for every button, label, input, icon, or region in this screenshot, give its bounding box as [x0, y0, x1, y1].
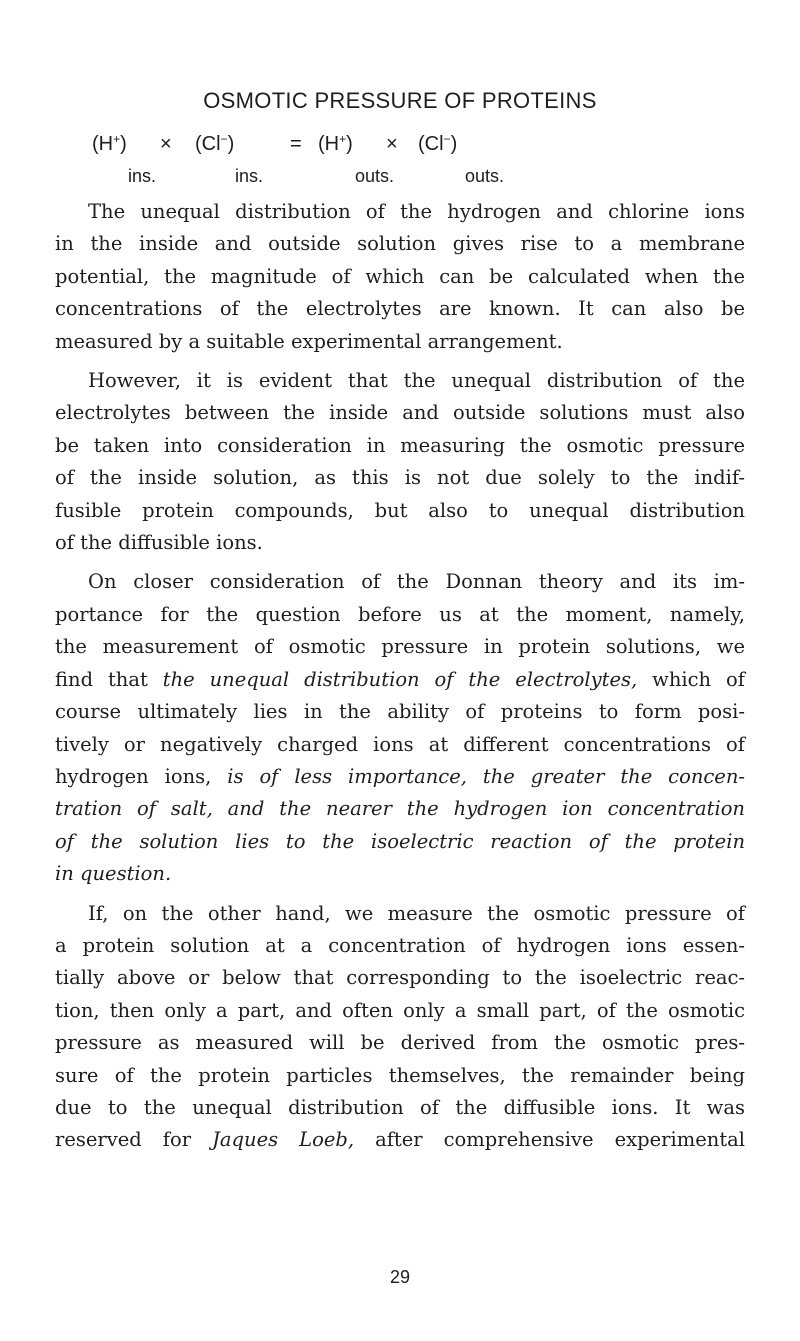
text-run: hydrogen ions, — [55, 764, 228, 788]
running-header: OSMOTIC PRESSURE OF PROTEINS — [203, 88, 597, 113]
text-line: potential, the magnitude of which can be calculated when the — [55, 264, 745, 288]
eq-cl-close: ) — [227, 133, 235, 155]
body-text — [55, 196, 745, 1164]
equation-term-cl-inside — [195, 133, 234, 156]
text-line: The unequal distribution of the hydrogen and chlorine ions — [88, 200, 745, 223]
text-line: due to the unequal distribution of the diffusible ions. It was — [55, 1095, 745, 1119]
text-line: fusible protein compounds, but also to unequal distribution — [55, 498, 745, 522]
eq-h2-base: (H — [318, 133, 340, 155]
equation-times-2: × — [386, 133, 398, 155]
eq-cl-sup: − — [220, 132, 228, 146]
paragraph-4 — [55, 898, 745, 1157]
text-line: pressure as measured will be derived from the osmotic pres- — [55, 1031, 745, 1055]
text-line: course ultimately lies in the ability of proteins to form posi- — [55, 700, 745, 724]
page-number: 29 — [389, 1267, 411, 1287]
text-line: in question. — [55, 862, 172, 886]
text-line — [55, 761, 745, 793]
text-run: after comprehensive experimental — [354, 1128, 746, 1152]
equation-subscript-outs-1: outs. — [355, 166, 395, 186]
text-run: reserved for — [55, 1128, 213, 1152]
text-line: electrolytes between the inside and outside solutions must also — [55, 401, 745, 425]
text-line: However, it is evident that the unequal distribution of the — [88, 369, 745, 393]
eq-h-base: (H — [92, 133, 114, 155]
text-line: of the inside solution, as this is not due solely to the indif- — [55, 466, 745, 490]
text-line: tively or negatively charged ions at different concentrations of — [55, 732, 745, 756]
text-line: a protein solution at a concentration of hydrogen ions essen- — [55, 933, 745, 957]
paragraph-1 — [55, 196, 745, 358]
equation-term-cl-outside — [418, 133, 457, 156]
text-line: On closer consideration of the Donnan theory and its im- — [88, 570, 745, 594]
eq-cl2-sup: − — [443, 132, 451, 146]
text-line: If, on the other hand, we measure the osmotic pressure of — [88, 901, 745, 925]
text-line: of the solution lies to the isoelectric reaction of the protein — [55, 829, 745, 853]
eq-h2-close: ) — [346, 133, 353, 155]
eq-cl2-base: (Cl — [418, 133, 444, 155]
equation-times-1: × — [160, 133, 172, 155]
eq-h2-sup: + — [339, 132, 347, 146]
text-run: find that — [55, 667, 163, 691]
eq-h-close: ) — [120, 133, 127, 155]
paragraph-2 — [55, 365, 745, 559]
text-line: concentrations of the electrolytes are known. It can also be — [55, 297, 745, 321]
text-line: tion, then only a part, and often only a small part, of the osmotic — [55, 998, 745, 1022]
emphasis-run: Jaques Loeb, — [212, 1128, 355, 1152]
eq-cl2-close: ) — [450, 133, 458, 155]
equation-subscript-outs-2: outs. — [465, 166, 505, 186]
text-line: be taken into consideration in measuring the osmotic pressure — [55, 433, 745, 457]
equation-subscript-ins-1: ins. — [128, 166, 157, 186]
equation-equals: = — [290, 133, 302, 155]
eq-h-sup: + — [113, 132, 121, 146]
text-line: the measurement of osmotic pressure in protein solutions, we — [55, 635, 745, 659]
text-line: measured by a suitable experimental arrangement. — [55, 329, 563, 353]
text-line: sure of the protein particles themselves, the remainder being — [55, 1063, 745, 1087]
emphasis-run: the unequal distribution of the electrolytes, — [162, 667, 638, 691]
text-line — [55, 664, 745, 696]
text-line: in the inside and outside solution gives rise to a membrane — [55, 232, 745, 256]
text-run: which of — [637, 667, 745, 691]
paragraph-3 — [55, 566, 745, 890]
text-line: tially above or below that corresponding to the isoelectric reac- — [55, 966, 745, 990]
equation-term-h-outside — [318, 133, 353, 156]
eq-cl-base: (Cl — [195, 133, 221, 155]
emphasis-run: is of less importance, the greater the concen- — [227, 764, 746, 788]
text-line: of the diffusible ions. — [55, 531, 263, 555]
text-line — [55, 1124, 745, 1156]
equation-subscript-ins-2: ins. — [235, 166, 264, 186]
text-line: tration of salt, and the nearer the hydrogen ion concentration — [55, 797, 745, 821]
equation-term-h-inside — [92, 133, 127, 156]
text-line: portance for the question before us at the moment, namely, — [55, 602, 745, 626]
